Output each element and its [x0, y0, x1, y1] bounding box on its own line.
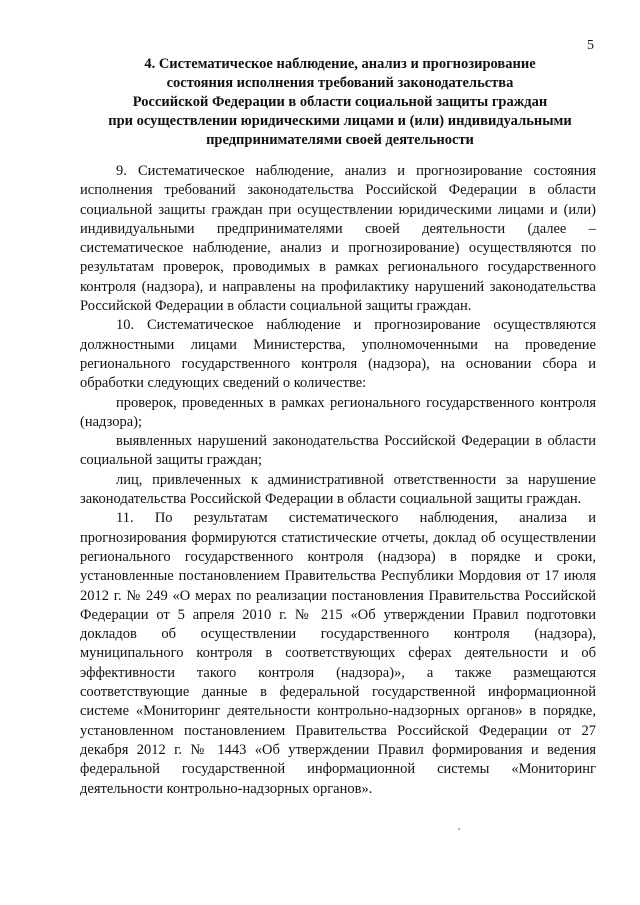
- list-item-inspections: проверок, проведенных в рамках регионального государственного контроля (надзора);: [80, 394, 596, 430]
- paragraph-9: 9. Систематическое наблюдение, анализ и прогнозирование состояния исполнения требований законодательства Российской Федерации в области социальной защиты граждан при осуществлении юридическими лицами и (или) индивидуальными предпринимателями своей деятельности (далее – систематическое наблюдение, анализ и прогнозирование) осуществляются по результатам проверок, проводимых в рамках регионального государственного контроля (надзора), и направлены на профилактику нарушений законодательства Российской Федерации в области социальной защиты граждан.: [80, 163, 596, 315]
- paragraph-11: 11. По результатам систематического наблюдения, анализа и прогнозирования формируются статистические отчеты, доклад об осуществлении регионального государственного контроля (надзора) в порядке и сроки, установленные постановлением Правительства Республики Мордовия от 17 июля 2012 г. № 249 «О мерах по реализации постановления Правительства Российской Федерации от 5 апреля 2010 г. № 215 «Об утверждении Правил подготовки докладов об осуществлении государственного контроля (надзора), муниципального контроля в соответствующих сферах деятельности и об эффективности такого контроля (надзора)», а также размещаются соответствующие данные в федеральной государственной информационной системе «Мониторинг деятельности контрольно-надзорных органов» в порядке, установленном постановлением Правительства Российской Федерации от 27 декабря 2012 г. № 1443 «Об утверждении Правил формирования и ведения федеральной государственной информационной системы «Мониторинг деятельности контрольно-надзорных органов».: [80, 510, 596, 797]
- section-heading-line: при осуществлении юридическими лицами и (или) индивидуальными: [108, 113, 572, 129]
- section-heading-line: состояния исполнения требований законодательства: [166, 75, 514, 91]
- scan-speck: [458, 828, 460, 830]
- page-number: 5: [587, 38, 594, 53]
- section-heading-line: 4. Систематическое наблюдение, анализ и прогнозирование: [144, 56, 536, 72]
- list-item-violations: выявленных нарушений законодательства Российской Федерации в области социальной защиты граждан;: [80, 433, 596, 469]
- document-body: [80, 162, 596, 799]
- section-heading: [80, 55, 600, 150]
- section-heading-line: предпринимателями своей деятельности: [206, 132, 474, 148]
- section-heading-line: Российской Федерации в области социальной защиты граждан: [132, 94, 548, 110]
- paragraph-10: 10. Систематическое наблюдение и прогнозирование осуществляются должностными лицами Министерства, уполномоченными на проведение регионального государственного контроля (надзора), на основании сбора и обработки следующих сведений о количестве:: [80, 317, 596, 392]
- list-item-liable-persons: лиц, привлеченных к административной ответственности за нарушение законодательства Российской Федерации в области социальной защиты граждан.: [80, 471, 596, 508]
